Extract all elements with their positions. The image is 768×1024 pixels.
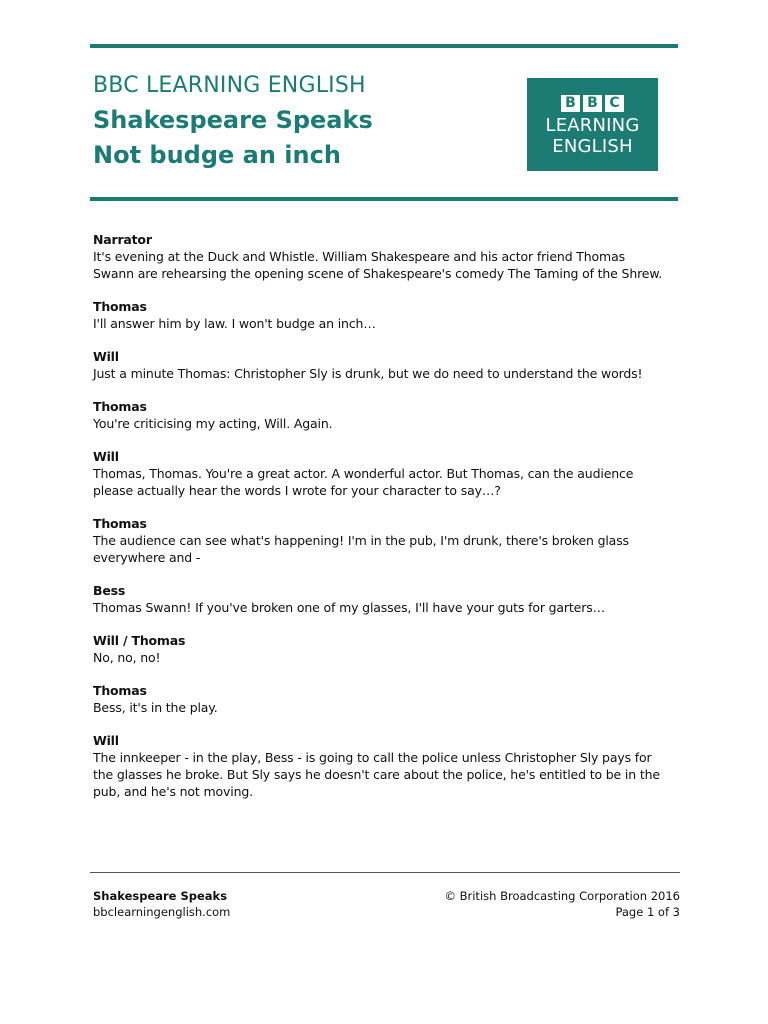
dialogue-line: pub, and he's not moving. <box>93 784 253 799</box>
header-org-name: BBC LEARNING ENGLISH <box>93 73 366 98</box>
dialogue-turn <box>93 732 683 800</box>
dialogue-line: the glasses he broke. But Sly says he doesn't care about the police, he's entitled to be in the <box>93 767 660 782</box>
dialogue-line: You're criticising my acting, Will. Again. <box>93 416 333 431</box>
dialogue-line: I'll answer him by law. I won't budge an inch… <box>93 316 376 331</box>
speaker-name: Narrator <box>93 232 152 247</box>
dialogue-line: Swann are rehearsing the opening scene of Shakespeare's comedy The Taming of the Shrew. <box>93 266 663 281</box>
script-body <box>93 231 683 816</box>
dialogue-line: The innkeeper - in the play, Bess - is going to call the police unless Christopher Sly pays for <box>93 750 652 765</box>
speaker-name: Will <box>93 449 119 464</box>
bbc-block-b2: B <box>583 95 602 112</box>
dialogue-turn <box>93 298 683 332</box>
header-rule-bottom <box>90 197 678 201</box>
dialogue-line: Thomas Swann! If you've broken one of my glasses, I'll have your guts for garters… <box>93 600 605 615</box>
dialogue-turn <box>93 398 683 432</box>
speaker-name: Will / Thomas <box>93 633 186 648</box>
speaker-name: Will <box>93 733 119 748</box>
speaker-name: Bess <box>93 583 126 598</box>
footer-site: bbclearningenglish.com <box>93 905 231 919</box>
header-series-title: Shakespeare Speaks <box>93 106 373 134</box>
bbc-block-c: C <box>605 95 624 112</box>
dialogue-turn <box>93 448 683 499</box>
bbc-block-b1: B <box>561 95 580 112</box>
dialogue-line: Bess, it's in the play. <box>93 700 218 715</box>
bbc-blocks <box>527 95 658 112</box>
footer-copyright: © British Broadcasting Corporation 2016 <box>444 889 680 903</box>
footer-left <box>93 888 230 920</box>
dialogue-turn <box>93 348 683 382</box>
dialogue-turn <box>93 582 683 616</box>
header-rule-top <box>90 44 678 48</box>
logo-line-english: ENGLISH <box>552 136 633 157</box>
speaker-name: Thomas <box>93 516 147 531</box>
footer-series: Shakespeare Speaks <box>93 889 228 903</box>
speaker-name: Thomas <box>93 299 147 314</box>
speaker-name: Thomas <box>93 399 147 414</box>
dialogue-line: The audience can see what's happening! I'm in the pub, I'm drunk, there's broken glass <box>93 533 629 548</box>
footer-rule <box>90 872 680 873</box>
dialogue-turn <box>93 231 683 282</box>
dialogue-line: Just a minute Thomas: Christopher Sly is drunk, but we do need to understand the words! <box>93 366 643 381</box>
dialogue-turn <box>93 632 683 666</box>
dialogue-line: No, no, no! <box>93 650 161 665</box>
speaker-name: Thomas <box>93 683 147 698</box>
dialogue-line: please actually hear the words I wrote for your character to say…? <box>93 483 501 498</box>
speaker-name: Will <box>93 349 119 364</box>
footer-page-number: Page 1 of 3 <box>615 905 680 919</box>
logo-line-learning: LEARNING <box>545 115 640 136</box>
dialogue-line: It's evening at the Duck and Whistle. William Shakespeare and his actor friend Thomas <box>93 249 625 264</box>
page-title: Not budge an inch <box>93 141 341 169</box>
dialogue-line: Thomas, Thomas. You're a great actor. A wonderful actor. But Thomas, can the audience <box>93 466 634 481</box>
dialogue-line: everywhere and - <box>93 550 201 565</box>
dialogue-turn <box>93 515 683 566</box>
footer-right <box>444 888 680 920</box>
bbc-learning-english-logo <box>527 78 658 171</box>
dialogue-turn <box>93 682 683 716</box>
